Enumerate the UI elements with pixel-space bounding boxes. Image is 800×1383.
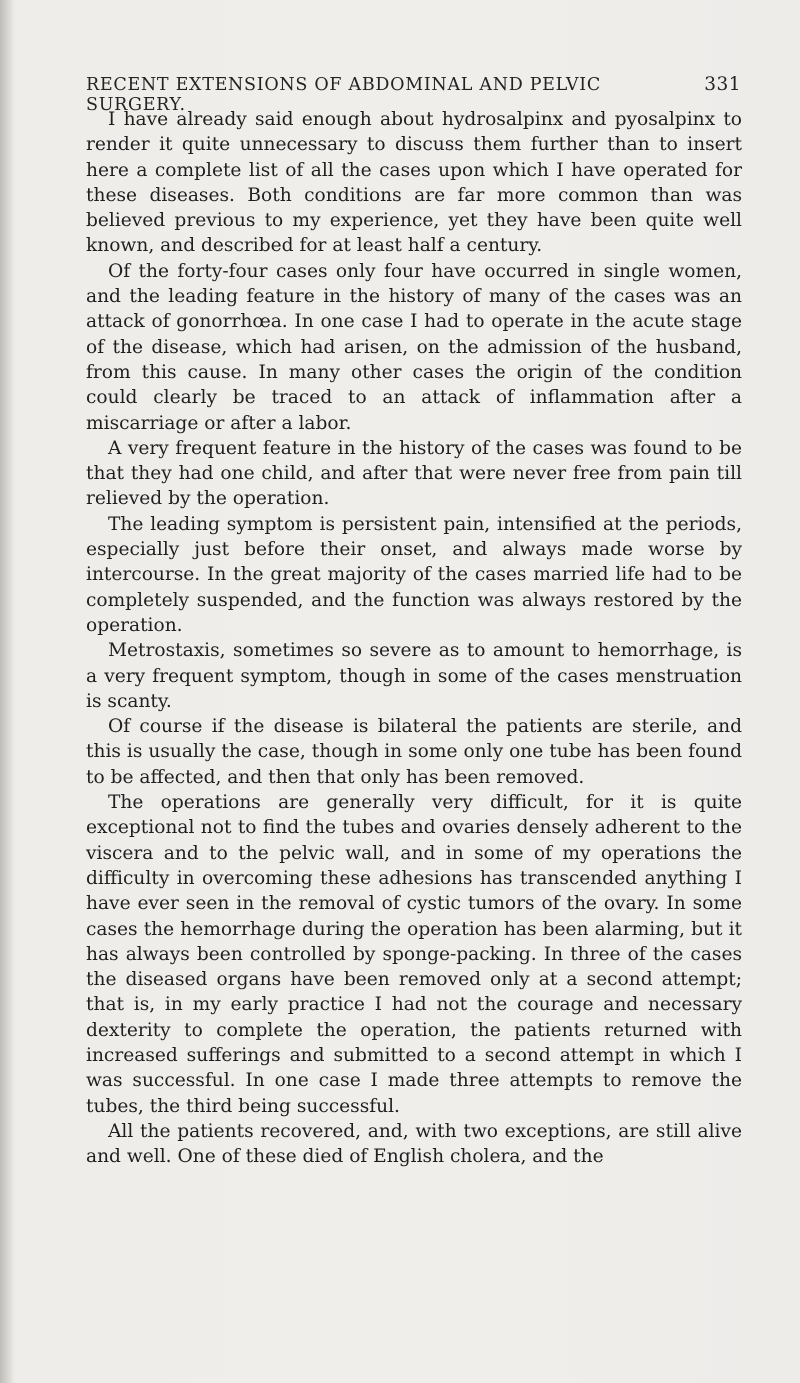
paragraph: A very frequent feature in the history of the cases was found to be that they had one child, and after that were never free from pain till relieved by the operation.: [86, 437, 742, 510]
paragraph: I have already said enough about hydrosalpinx and pyosalpinx to render it quite unnecessary to discuss them further than to insert here a complete list of all the cases upon which I have operated for these diseases. Both conditions are far more common than was believed previous to my experience, yet they have been quite well known, and described for at least half a century.: [86, 109, 742, 257]
paragraph: All the patients recovered, and, with two exceptions, are still alive and well. One of these died of English cholera, and the: [86, 1120, 742, 1168]
spine-shadow: [0, 0, 14, 1383]
paragraph: Of the forty-four cases only four have occurred in single women, and the leading feature in the history of many of the cases was an attack of gonorrhœa. In one case I had to operate in the acute stage of the disease, which had arisen, on the admission of the husband, from this cause. In many other cases the origin of the condition could clearly be traced to an attack of inflammation after a miscarriage or after a labor.: [86, 260, 742, 434]
paragraph: Metrostaxis, sometimes so severe as to amount to hemorrhage, is a very frequent symptom, though in some of the cases menstruation is scanty.: [86, 640, 742, 712]
page-number: 331: [704, 74, 741, 95]
running-title: RECENT EXTENSIONS OF ABDOMINAL AND PELVIC SURGERY.: [86, 75, 601, 115]
paragraph: The operations are generally very difficult, for it is quite exceptional not to find the tubes and ovaries densely adherent to the viscera and to the pelvic wall, and in some of my operations the difficulty in overcoming these adhesions has transcended anything I have ever seen in the removal of cystic tumors of the ovary. In some cases the hemorrhage during the operation has been alarming, but it has always been controlled by sponge-packing. In three of the cases the diseased organs have been removed only at a second attempt; that is, in my early practice I had not the courage and necessary dexterity to complete the operation, the patients returned with increased sufferings and submitted to a second attempt in which I was successful. In one case I made three attempts to remove the tubes, the third being successful.: [86, 792, 742, 1117]
body-text: [86, 107, 742, 1169]
paragraph: The leading symptom is persistent pain, intensified at the periods, especially just before their onset, and always made worse by intercourse. In the great majority of the cases married life had to be completely suspended, and the function was always restored by the operation.: [86, 513, 742, 636]
running-header: [86, 74, 741, 115]
paragraph: Of course if the disease is bilateral the patients are sterile, and this is usually the case, though in some only one tube has been found to be affected, and then that only has been removed.: [86, 716, 742, 788]
